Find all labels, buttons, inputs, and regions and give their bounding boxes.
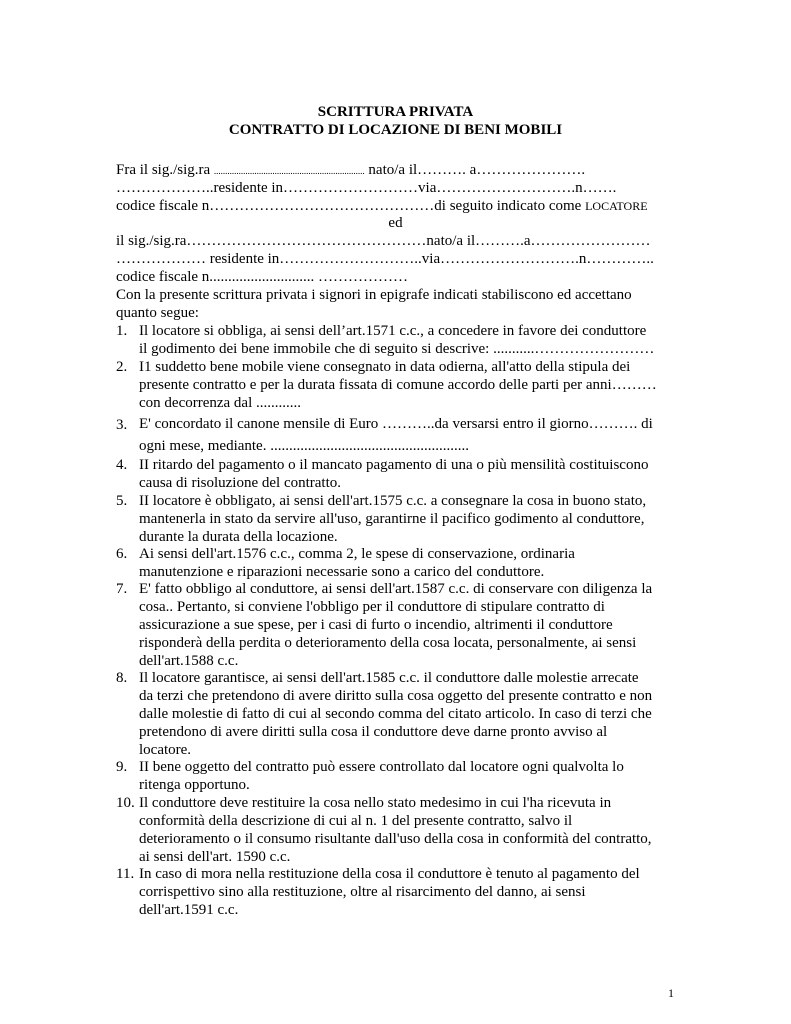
clause-line: Ai sensi dell'art.1576 c.c., comma 2, le spese di conservazione, ordinaria: [139, 546, 575, 562]
clause-3: [139, 413, 675, 457]
clause-line: dalle molestie di fatto di cui al secondo comma del citato articolo. In caso di terzi che: [139, 706, 652, 722]
clause-line: corrispettivo sino alla restituzione, oltre al risarcimento del danno, ai sensi: [139, 884, 586, 900]
clause-line: causa di risoluzione del contratto.: [139, 475, 342, 491]
clause-line: conformità della descrizione di cui al n. 1 del presente contratto, salvo il: [139, 813, 573, 829]
intro-line1: Con la presente scrittura privata i signori in epigrafe indicati stabiliscono ed accettano: [116, 287, 632, 303]
clause-4: [139, 456, 675, 492]
clause-number: 6.: [116, 546, 128, 562]
clause-line: I1 suddetto bene mobile viene consegnato in data odierna, all'atto della stipula dei: [139, 359, 631, 375]
clause-number: 4.: [116, 457, 128, 473]
document-title: SCRITTURA PRIVATA: [317, 104, 474, 120]
clause-number: 2.: [116, 359, 128, 375]
party1-fiscal-code: codice fiscale n………………………………………di seguito indicato come: [116, 198, 586, 214]
clause-line: dell'art.1588 c.c.: [139, 653, 239, 669]
clause-2: [139, 358, 675, 412]
clause-line: E' concordato il canone mensile di Euro ………..da versarsi entro il giorno………. di: [139, 416, 653, 432]
clause-line: ritenga opportuno.: [139, 777, 250, 793]
party1-name-label: Fra il sig./sig.ra: [116, 162, 214, 178]
clause-line: Il locatore si obbliga, ai sensi dell’art.1571 c.c., a concedere in favore dei conduttore: [139, 323, 647, 339]
clause-line: ai sensi dell'art. 1590 c.c.: [139, 849, 291, 865]
clause-line: dell'art.1591 c.c.: [139, 902, 239, 918]
party2-line1: il sig./sig.ra…………………………………………nato/a il……….a……………………: [116, 233, 651, 249]
conjunction-ed: ed: [388, 215, 403, 231]
party2-line2: ……………… residente in………………………..via……………………….n…………..: [116, 251, 654, 267]
party1-birth-label: nato/a il………. a………………….: [364, 162, 586, 178]
clause-number: 7.: [116, 581, 128, 597]
clause-number: 8.: [116, 670, 128, 686]
party1-name-blank: ...................................................................: [213, 166, 365, 176]
clause-number: 10.: [116, 795, 135, 811]
clause-line: cosa.. Pertanto, si conviene l'obbligo per il conduttore di stipulare contratto di: [139, 599, 605, 615]
clause-line: II ritardo del pagamento o il mancato pagamento di una o più mensilità costituiscono: [139, 457, 649, 473]
party1-line1: [116, 161, 585, 180]
clause-8: [139, 669, 675, 759]
clause-5: [139, 492, 675, 546]
clause-1: [139, 322, 675, 358]
clause-line: locatore.: [139, 742, 192, 758]
clause-7: [139, 580, 675, 670]
clause-line: ogni mese, mediante. .....................................................: [139, 438, 469, 454]
clause-line: durante la durata della locazione.: [139, 529, 338, 545]
party2-line3: codice fiscale n............................ ………………: [116, 269, 409, 285]
clause-line: Il locatore garantisce, ai sensi dell'art.1585 c.c. il conduttore dalle molestie arrecate: [139, 670, 639, 686]
clause-line: da terzi che pretendono di avere diritto sulla cosa oggetto del presente contratto e non: [139, 688, 653, 704]
clause-line: assicurazione a sue spese, per i casi di furto o incendio, altrimenti il conduttore: [139, 617, 613, 633]
party1-line2: ………………..residente in………………………via……………………….n…….: [116, 180, 617, 196]
clause-line: il godimento dei bene immobile che di seguito si descrive: ...........……………………: [139, 341, 655, 357]
clause-line: pretendono di avere diritti sulla cosa il conduttore deve darne pronto avviso al: [139, 724, 608, 740]
clause-10: [139, 794, 675, 866]
party1-role: LOCATORE: [585, 199, 648, 213]
clause-number: 11.: [116, 866, 135, 882]
document-subtitle: CONTRATTO DI LOCAZIONE DI BENI MOBILI: [228, 122, 563, 138]
page-number: 1: [668, 986, 674, 1000]
party1-line3: [116, 197, 648, 215]
clause-number: 5.: [116, 493, 128, 509]
clause-line: deterioramento o il consumo risultante dall'uso della cosa in conformità del contratto,: [139, 831, 652, 847]
clause-line: II locatore è obbligato, ai sensi dell'art.1575 c.c. a consegnare la cosa in buono stato,: [139, 493, 647, 509]
clause-line: con decorrenza dal ............: [139, 395, 302, 411]
clause-number: 1.: [116, 323, 128, 339]
clause-line: In caso di mora nella restituzione della cosa il conduttore è tenuto al pagamento del: [139, 866, 640, 882]
clause-line: manutenzione e riparazioni necessarie sono a carico del conduttore.: [139, 564, 545, 580]
clause-9: [139, 758, 675, 794]
clause-6: [139, 545, 675, 581]
clause-line: E' fatto obbligo al conduttore, ai sensi dell'art.1587 c.c. di conservare con diligenza la: [139, 581, 653, 597]
clause-line: mantenerla in stato da servire all'uso, garantirne il pacifico godimento al conduttore,: [139, 511, 645, 527]
clause-line: risponderà della perdita o deterioramento della cosa locata, personalmente, ai sensi: [139, 635, 637, 651]
clause-11: [139, 865, 675, 919]
intro-line2: quanto segue:: [116, 305, 199, 321]
clause-line: II bene oggetto del contratto può essere controllato dal locatore ogni qualvolta lo: [139, 759, 624, 775]
clause-line: Il conduttore deve restituire la cosa nello stato medesimo in cui l'ha ricevuta in: [139, 795, 612, 811]
clause-line: presente contratto e per la durata fissata di comune accordo delle parti per anni………: [139, 377, 657, 393]
clause-number: 3.: [116, 417, 128, 433]
clause-number: 9.: [116, 759, 128, 775]
